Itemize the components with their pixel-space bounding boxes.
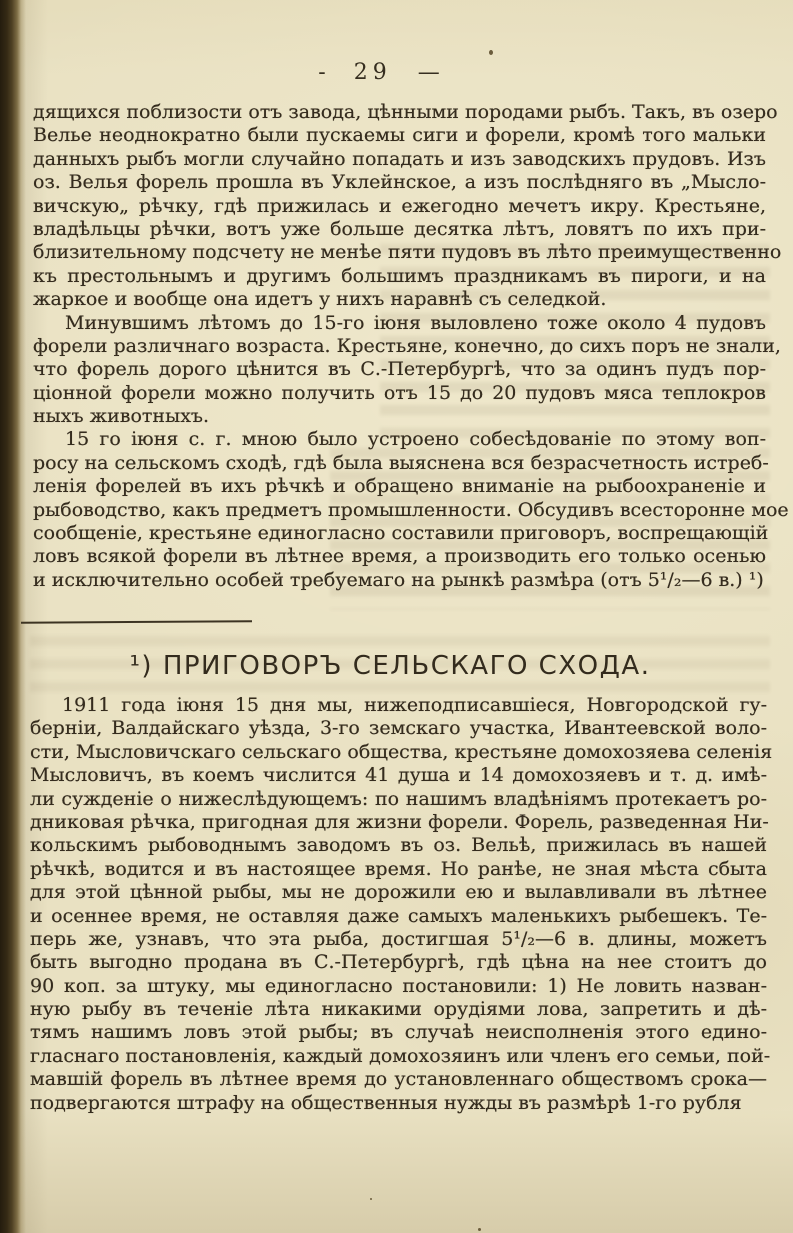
paper-speck <box>370 1198 372 1200</box>
text-line: 15 го іюня с. г. мною было устроено собесѣдованіе по этому воп- <box>65 428 766 451</box>
text-line: гласнаго постановленія, каждый домохозяинъ или членъ его семьи, пой- <box>30 1044 771 1067</box>
text-line: для этой цѣнной рыбы, мы не дорожили ею и вылавливали въ лѣтнее <box>30 881 767 904</box>
paper-speck <box>489 50 493 55</box>
text-line: перь же, узнавъ, что эта рыба, достигшая 5¹/₂—6 в. длины, можетъ <box>30 927 767 950</box>
text-line: что форель дорого цѣнится въ С.-Петербургѣ, что за одинъ пудъ пор- <box>33 358 766 381</box>
text-line: къ престольнымъ и другимъ большимъ праздникамъ въ пироги, и на <box>33 264 766 287</box>
text-line: жаркое и вообще она идетъ у нихъ наравнѣ съ селедкой. <box>33 288 607 311</box>
text-line: Велье неоднократно были пускаемы сиги и форели, кромѣ того мальки <box>33 124 766 147</box>
paragraph-continuation <box>33 101 782 312</box>
text-line: и исключительно особей требуемаго на рынкѣ размѣра (отъ 5¹/₂—6 в.) ¹) <box>33 568 764 591</box>
text-line: быть выгодно продана въ С.-Петербургѣ, гдѣ цѣна на нее стоитъ до <box>30 951 767 974</box>
page-number: 29 <box>353 60 392 85</box>
page-number-header <box>0 60 760 85</box>
text-line: владѣльцы рѣчки, вотъ уже больше десятка лѣтъ, ловятъ по ихъ при- <box>33 217 766 240</box>
text-line: сообщеніе, крестьяне единогласно составили приговоръ, воспрещающій <box>33 522 769 545</box>
text-line: сти, Мысловичскаго сельскаго общества, крестьяне домохозяева селенія <box>30 740 773 763</box>
text-line: рыбоводство, какъ предметъ промышленности. Обсудивъ всесторонне мое <box>33 498 789 521</box>
text-line: ли сужденіе о нижеслѣдующемъ: по нашимъ владѣніямъ протекаетъ ро- <box>30 787 767 810</box>
paragraph-verdict-text <box>30 694 773 1115</box>
text-line: мавшій форель въ лѣтнее время до установленнаго обществомъ срока— <box>30 1068 767 1091</box>
header-dash-left: - <box>318 60 328 85</box>
text-line: 1911 года іюня 15 дня мы, нижеподписавшіеся, Новгородской гу- <box>62 694 767 716</box>
main-text-column <box>33 101 789 592</box>
text-line: форели различнаго возраста. Крестьяне, конечно, до сихъ поръ не знали, <box>33 334 781 357</box>
text-line: дниковая рѣчка, пригодная для жизни форели. Форель, разведенная Ни- <box>30 810 769 833</box>
text-line: Мысловичъ, въ коемъ числится 41 душа и 14 домохозяевъ и т. д. имѣ- <box>30 764 767 787</box>
book-binding-edge <box>0 0 26 1233</box>
text-line: и осеннее время, не оставляя даже самыхъ маленькихъ рыбешекъ. Те- <box>30 904 767 927</box>
text-line: ловъ всякой форели въ лѣтнее время, а производить его только осенью <box>33 545 766 568</box>
text-line: данныхъ рыбъ могли случайно попадать и изъ заводскихъ прудовъ. Изъ <box>33 147 766 170</box>
footnote-heading: ¹) ПРИГОВОРЪ СЕЛЬСКАГО СХОДА. <box>129 651 651 681</box>
text-line: тямъ нашимъ ловъ этой рыбы; въ случаѣ неисполненія этого едино- <box>30 1021 767 1044</box>
text-line: ную рыбу въ теченіе лѣта никакими орудіями лова, запретить и дѣ- <box>30 998 767 1021</box>
text-line: кольскимъ рыбоводнымъ заводомъ въ оз. Вельѣ, прижилась въ нашей <box>30 834 767 857</box>
header-dash-right: — <box>417 60 442 85</box>
text-line: рѣчкѣ, водится и въ настоящее время. Но ранѣе, не зная мѣста сбыта <box>30 857 767 880</box>
paragraph-last-summer <box>33 311 781 429</box>
text-line: близительному подсчету не менѣе пяти пудовъ въ лѣто преимущественно <box>33 241 782 264</box>
text-line: 90 коп. за штуку, мы единогласно постановили: 1) Не ловить назван- <box>30 974 767 997</box>
text-line: оз. Велья форель прошла въ Уклейнское, а изъ послѣдняго въ „Мысло- <box>33 171 766 194</box>
text-line: ленія форелей въ ихъ рѣчкѣ и обращено вниманіе на рыбоохраненіе и <box>33 475 766 498</box>
text-line: ныхъ животныхъ. <box>33 405 210 428</box>
paragraph-village-meeting <box>33 428 789 592</box>
text-line: росу на сельскомъ сходѣ, гдѣ была выяснена вся безрасчетность истреб- <box>33 451 769 474</box>
text-line: Минувшимъ лѣтомъ до 15-го іюня выловлено тоже около 4 пудовъ <box>65 311 766 334</box>
text-line: подвергаются штрафу на общественныя нужды въ размѣрѣ 1-го рубля <box>30 1091 742 1114</box>
text-line: дящихся поблизости отъ завода, цѣнными породами рыбъ. Такъ, въ озеро <box>33 101 778 123</box>
text-line: берніи, Валдайскаго уѣзда, 3-го земскаго участка, Ивантеевской воло- <box>30 717 767 740</box>
text-line: ціонной форели можно получить отъ 15 до 20 пудовъ мяса теплокров <box>33 381 766 404</box>
paper-speck <box>478 1228 481 1231</box>
footnote-text-column <box>30 694 773 1115</box>
text-line: вичскую„ рѣчку, гдѣ прижилась и ежегодно мечетъ икру. Крестьяне, <box>33 194 766 217</box>
